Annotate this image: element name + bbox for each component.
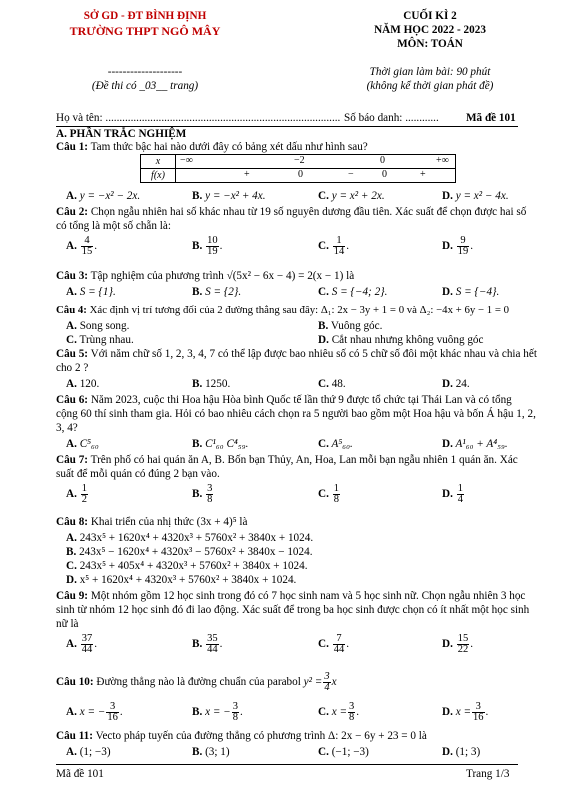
option-a: A. $\frac{37}{44}$ .	[66, 633, 97, 655]
option-a: A. 243x⁵ + 1620x⁴ + 4320x³ + 5760x² + 3840x + 1024.	[66, 532, 314, 544]
question-9-cont: nữ là	[56, 618, 79, 630]
question-6-cont: 3, 4?	[56, 422, 78, 434]
question-label: Câu 1:	[56, 141, 89, 153]
option-a: A. 120.	[66, 378, 100, 390]
question-6: Câu 6: Năm 2023, cuộc thi Hoa hậu Hòa bình Quốc tế lần thứ 9 được tổ chức tại Thái Lan và có tổng	[56, 394, 512, 406]
option-d: D. $\frac{9}{19}$ .	[442, 235, 473, 257]
option-c: C. x = $\frac{3}{8}$ .	[318, 701, 360, 723]
page-count-note: (Đề thi có _03__ trang)	[91, 80, 199, 92]
option-b: B. S = {2}.	[192, 286, 242, 298]
school-year: NĂM HỌC 2022 - 2023	[374, 24, 486, 36]
sign-plus: +	[420, 169, 426, 180]
candidate-number-field: Số báo danh: ............	[344, 112, 439, 124]
page-number: Trang 1/3	[466, 768, 510, 780]
option-b: B. 243x⁵ − 1620x⁴ + 4320x³ − 5760x² + 3840x − 1024.	[66, 546, 313, 558]
option-c: C. (−1; −3)	[318, 746, 369, 758]
option-b: B. $\frac{3}{8}$	[192, 483, 213, 505]
sign-plus: +	[244, 169, 250, 180]
exam-time-note: (không kể thời gian phát đề)	[366, 80, 494, 92]
option-c: C. $\frac{1}{14}$ .	[318, 235, 349, 257]
section-title: A. PHẦN TRẮC NGHIỆM	[56, 128, 187, 140]
question-5: Câu 5: Với năm chữ số 1, 2, 3, 4, 7 có thể lập được bao nhiêu số có 5 chữ số đôi một khác nhau và chia hết	[56, 348, 537, 360]
option-d: D. y = x² − 4x.	[442, 190, 509, 202]
sign-zero: 0	[298, 169, 303, 180]
option-a: A. (1; −3)	[66, 746, 111, 758]
option-a: A. C⁵₆₀	[66, 438, 99, 450]
option-b: B. x = − $\frac{3}{8}$ .	[192, 701, 243, 723]
option-d: D. $\frac{15}{22}$ .	[442, 633, 473, 655]
school-name: TRƯỜNG THPT NGÔ MÂY	[69, 24, 221, 38]
option-b: B. C¹₆₀ C⁴₅₉.	[192, 438, 249, 450]
sign-table-pos-inf: +∞	[436, 155, 449, 166]
sign-table-neg-inf: −∞	[180, 155, 193, 166]
option-b: B. $\frac{35}{44}$ .	[192, 633, 223, 655]
question-9: Câu 9: Một nhóm gồm 12 học sinh trong đó có 7 học sinh nam và 5 học sinh nữ. Chọn ngẫu nhiên 3 học	[56, 590, 526, 602]
option-c: C. y = x² + 2x.	[318, 190, 385, 202]
question-10: Câu 10: Đường thẳng nào là đường chuẩn của parabol y² = $\frac{3}{4}$ x	[56, 671, 337, 693]
exam-code: Mã đề 101	[466, 112, 516, 124]
sign-minus: −	[348, 169, 354, 180]
question-8: Câu 8: Khai triển của nhị thức (3x + 4)⁵ là	[56, 516, 248, 528]
option-c: C. S = {−4; 2}.	[318, 286, 388, 298]
option-d: D. 24.	[442, 378, 470, 390]
option-d: D. A¹₆₀ + A⁴₅₉.	[442, 438, 508, 450]
footer-exam-code: Mã đề 101	[56, 768, 104, 780]
option-b: B. Vuông góc.	[318, 320, 383, 332]
option-c: C. $\frac{7}{44}$ .	[318, 633, 349, 655]
sign-zero: 0	[382, 169, 387, 180]
question-4: Câu 4: Xác định vị trí tương đối của 2 đường thẳng sau đây: Δ₁: 2x − 3y + 1 = 0 và Δ₂: −4x + 6y − 1 = 0	[56, 304, 510, 316]
option-a: A. x = − $\frac{3}{16}$ .	[66, 701, 123, 723]
subject: MÔN: TOÁN	[397, 38, 463, 50]
sign-table-root-2: 0	[380, 155, 385, 166]
dept-name: SỞ GD - ĐT BÌNH ĐỊNH	[83, 10, 207, 22]
exam-time: Thời gian làm bài: 90 phút	[369, 66, 491, 78]
option-c: C. A⁵₆₀.	[318, 438, 353, 450]
option-c: C. Trùng nhau.	[66, 334, 134, 346]
option-d: D. S = {−4}.	[442, 286, 500, 298]
footer-divider	[56, 764, 518, 765]
name-field: Họ và tên: ....................................................................................	[56, 112, 341, 124]
option-a: A. y = −x² − 2x.	[66, 190, 141, 202]
question-2-cont: có tổng là một số chẵn là:	[56, 220, 171, 232]
option-a: A. $\frac{4}{15}$ .	[66, 235, 97, 257]
question-9-cont: sinh từ nhóm 12 học sinh đó đi lao động. Xác suất để trong ba học sinh được chọn có ít nhất một học sinh	[56, 604, 530, 616]
option-a: A. Song song.	[66, 320, 130, 332]
header-dashes: --------------------	[107, 66, 183, 78]
question-7-cont: suất để mỗi quán có đúng 2 bạn vào.	[56, 468, 220, 480]
question-6-cont: cộng 60 thí sinh tham gia. Hỏi có bao nhiêu cách chọn ra 5 người bao gồm một Hoa hậu và bốn Á hậu 1, 2,	[56, 408, 536, 420]
option-c: C. 48.	[318, 378, 346, 390]
question-text: Tam thức bậc hai nào dưới đây có bảng xét dấu như hình sau?	[90, 141, 368, 153]
question-11: Câu 11: Vecto pháp tuyến của đường thẳng có phương trình Δ: 2x − 6y + 23 = 0 là	[56, 730, 427, 742]
option-b: B. y = −x² + 4x.	[192, 190, 266, 202]
question-7: Câu 7: Trên phố có hai quán ăn A, B. Bốn bạn Thủy, An, Hoa, Lan mỗi bạn ngẫu nhiên 1 quán ăn. Xác	[56, 454, 518, 466]
header-divider	[56, 126, 518, 127]
option-d: D. Cắt nhau nhưng không vuông góc	[318, 334, 484, 346]
question-5-cont: cho 2 ?	[56, 362, 89, 374]
sign-table-root-1: −2	[294, 155, 305, 166]
exam-name: CUỐI KÌ 2	[403, 10, 457, 22]
option-d: D. x⁵ + 1620x⁴ + 4320x³ + 5760x² + 3840x + 1024.	[66, 574, 297, 586]
question-2: Câu 2: Chọn ngẫu nhiên hai số khác nhau từ 19 số nguyên dương đầu tiên. Xác suất để chọn được hai số	[56, 206, 527, 218]
question-1	[56, 141, 368, 154]
sign-table	[140, 154, 456, 183]
option-b: B. 1250.	[192, 378, 231, 390]
option-d: D. $\frac{1}{4}$	[442, 483, 463, 505]
option-d: D. (1; 3)	[442, 746, 481, 758]
question-3: Câu 3: Tập nghiệm của phương trình √(5x² − 6x − 4) = 2(x − 1) là	[56, 270, 355, 282]
sign-table-x-label: x	[141, 155, 176, 169]
option-a: A. $\frac{1}{2}$	[66, 483, 87, 505]
option-d: D. x = $\frac{3}{16}$ .	[442, 701, 489, 723]
option-c: C. 243x⁵ + 405x⁴ + 4320x³ + 5760x² + 3840x + 1024.	[66, 560, 308, 572]
sign-table-fx-label: f(x)	[141, 169, 176, 183]
option-a: A. S = {1}.	[66, 286, 116, 298]
option-b: B. (3; 1)	[192, 746, 230, 758]
option-c: C. $\frac{1}{8}$	[318, 483, 339, 505]
option-b: B. $\frac{10}{19}$ .	[192, 235, 223, 257]
